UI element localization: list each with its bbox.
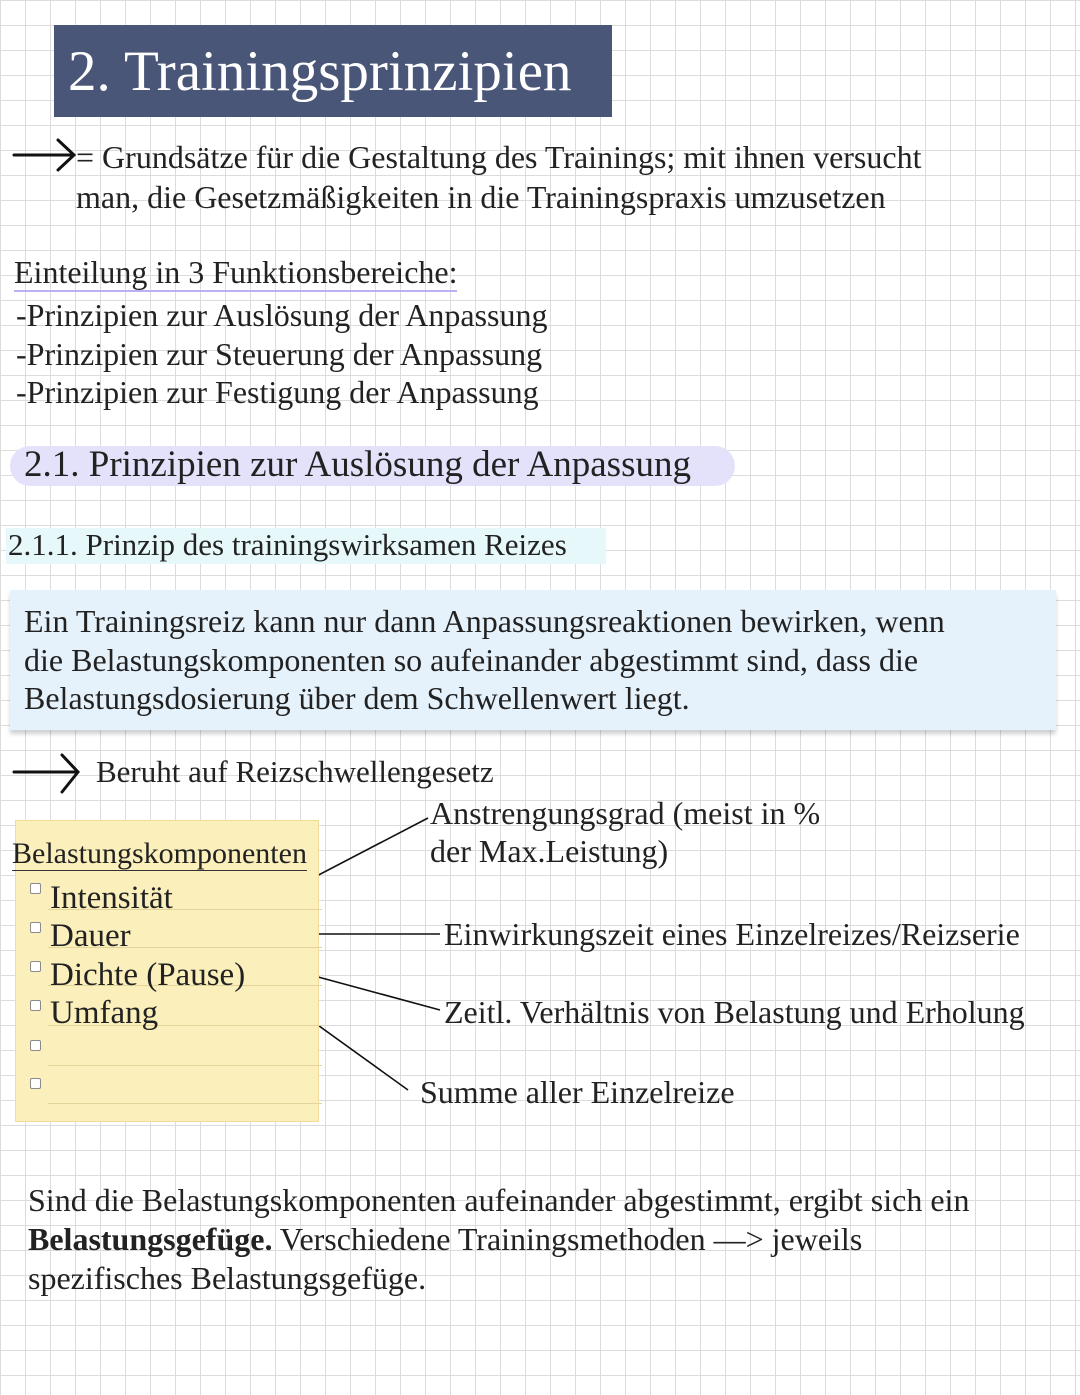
checkbox[interactable] [30,922,41,933]
arrow-right-icon-2 [14,755,78,792]
einteilung-heading: Einteilung in 3 Funktionsbereiche: [14,254,458,290]
arrow-right-icon [14,140,74,170]
summary-line-2-rest: Verschiedene Trainingsmethoden —> jeweils [272,1221,863,1257]
summary-line-3: spezifisches Belastungsgefüge. [28,1260,427,1296]
checkbox[interactable] [30,1040,41,1051]
desc-intensitaet-2: der Max.Leistung) [430,833,669,869]
checkbox[interactable] [30,961,41,972]
section-heading-2-1-1: 2.1.1. Prinzip des trainingswirksamen Reizes [8,527,567,562]
list-item: -Prinzipien zur Festigung der Anpassung [16,374,539,410]
principle-line-3: Belastungsdosierung über dem Schwellenwert liegt. [24,680,690,716]
components-heading: Belastungskomponenten [12,837,307,870]
component-dauer: Dauer [50,918,131,954]
list-item: -Prinzipien zur Steuerung der Anpassung [16,336,543,372]
checkbox[interactable] [30,1000,41,1011]
summary-line-1: Sind die Belastungskomponenten aufeinander abgestimmt, ergibt sich ein [28,1182,970,1218]
definition-line-2: man, die Gesetzmäßigkeiten in die Trainingspraxis umzusetzen [76,179,886,215]
checkbox[interactable] [30,883,41,894]
component-intensitaet: Intensität [50,880,173,916]
summary-line-2 [28,1219,862,1259]
principle-line-1: Ein Trainingsreiz kann nur dann Anpassungsreaktionen bewirken, wenn [24,603,945,639]
component-umfang: Umfang [50,995,159,1031]
summary-bold: Belastungsgefüge. [28,1221,273,1257]
principle-line-2: die Belastungskomponenten so aufeinander abgestimmt sind, dass die [24,642,919,678]
definition-line-1: = Grundsätze für die Gestaltung des Trainings; mit ihnen versucht [76,139,922,175]
desc-umfang: Summe aller Einzelreize [420,1074,735,1110]
page-title: 2. Trainingsprinzipien [68,39,572,103]
list-item: -Prinzipien zur Auslösung der Anpassung [16,297,548,333]
checkbox[interactable] [30,1078,41,1089]
desc-dauer: Einwirkungszeit eines Einzelreizes/Reizserie [444,916,1020,952]
desc-dichte: Zeitl. Verhältnis von Belastung und Erholung [444,994,1025,1030]
beruht-text: Beruht auf Reizschwellengesetz [96,754,494,789]
component-dichte: Dichte (Pause) [50,957,246,993]
section-heading-2-1: 2.1. Prinzipien zur Auslösung der Anpassung [24,444,691,485]
desc-intensitaet-1: Anstrengungsgrad (meist in % [430,795,821,831]
